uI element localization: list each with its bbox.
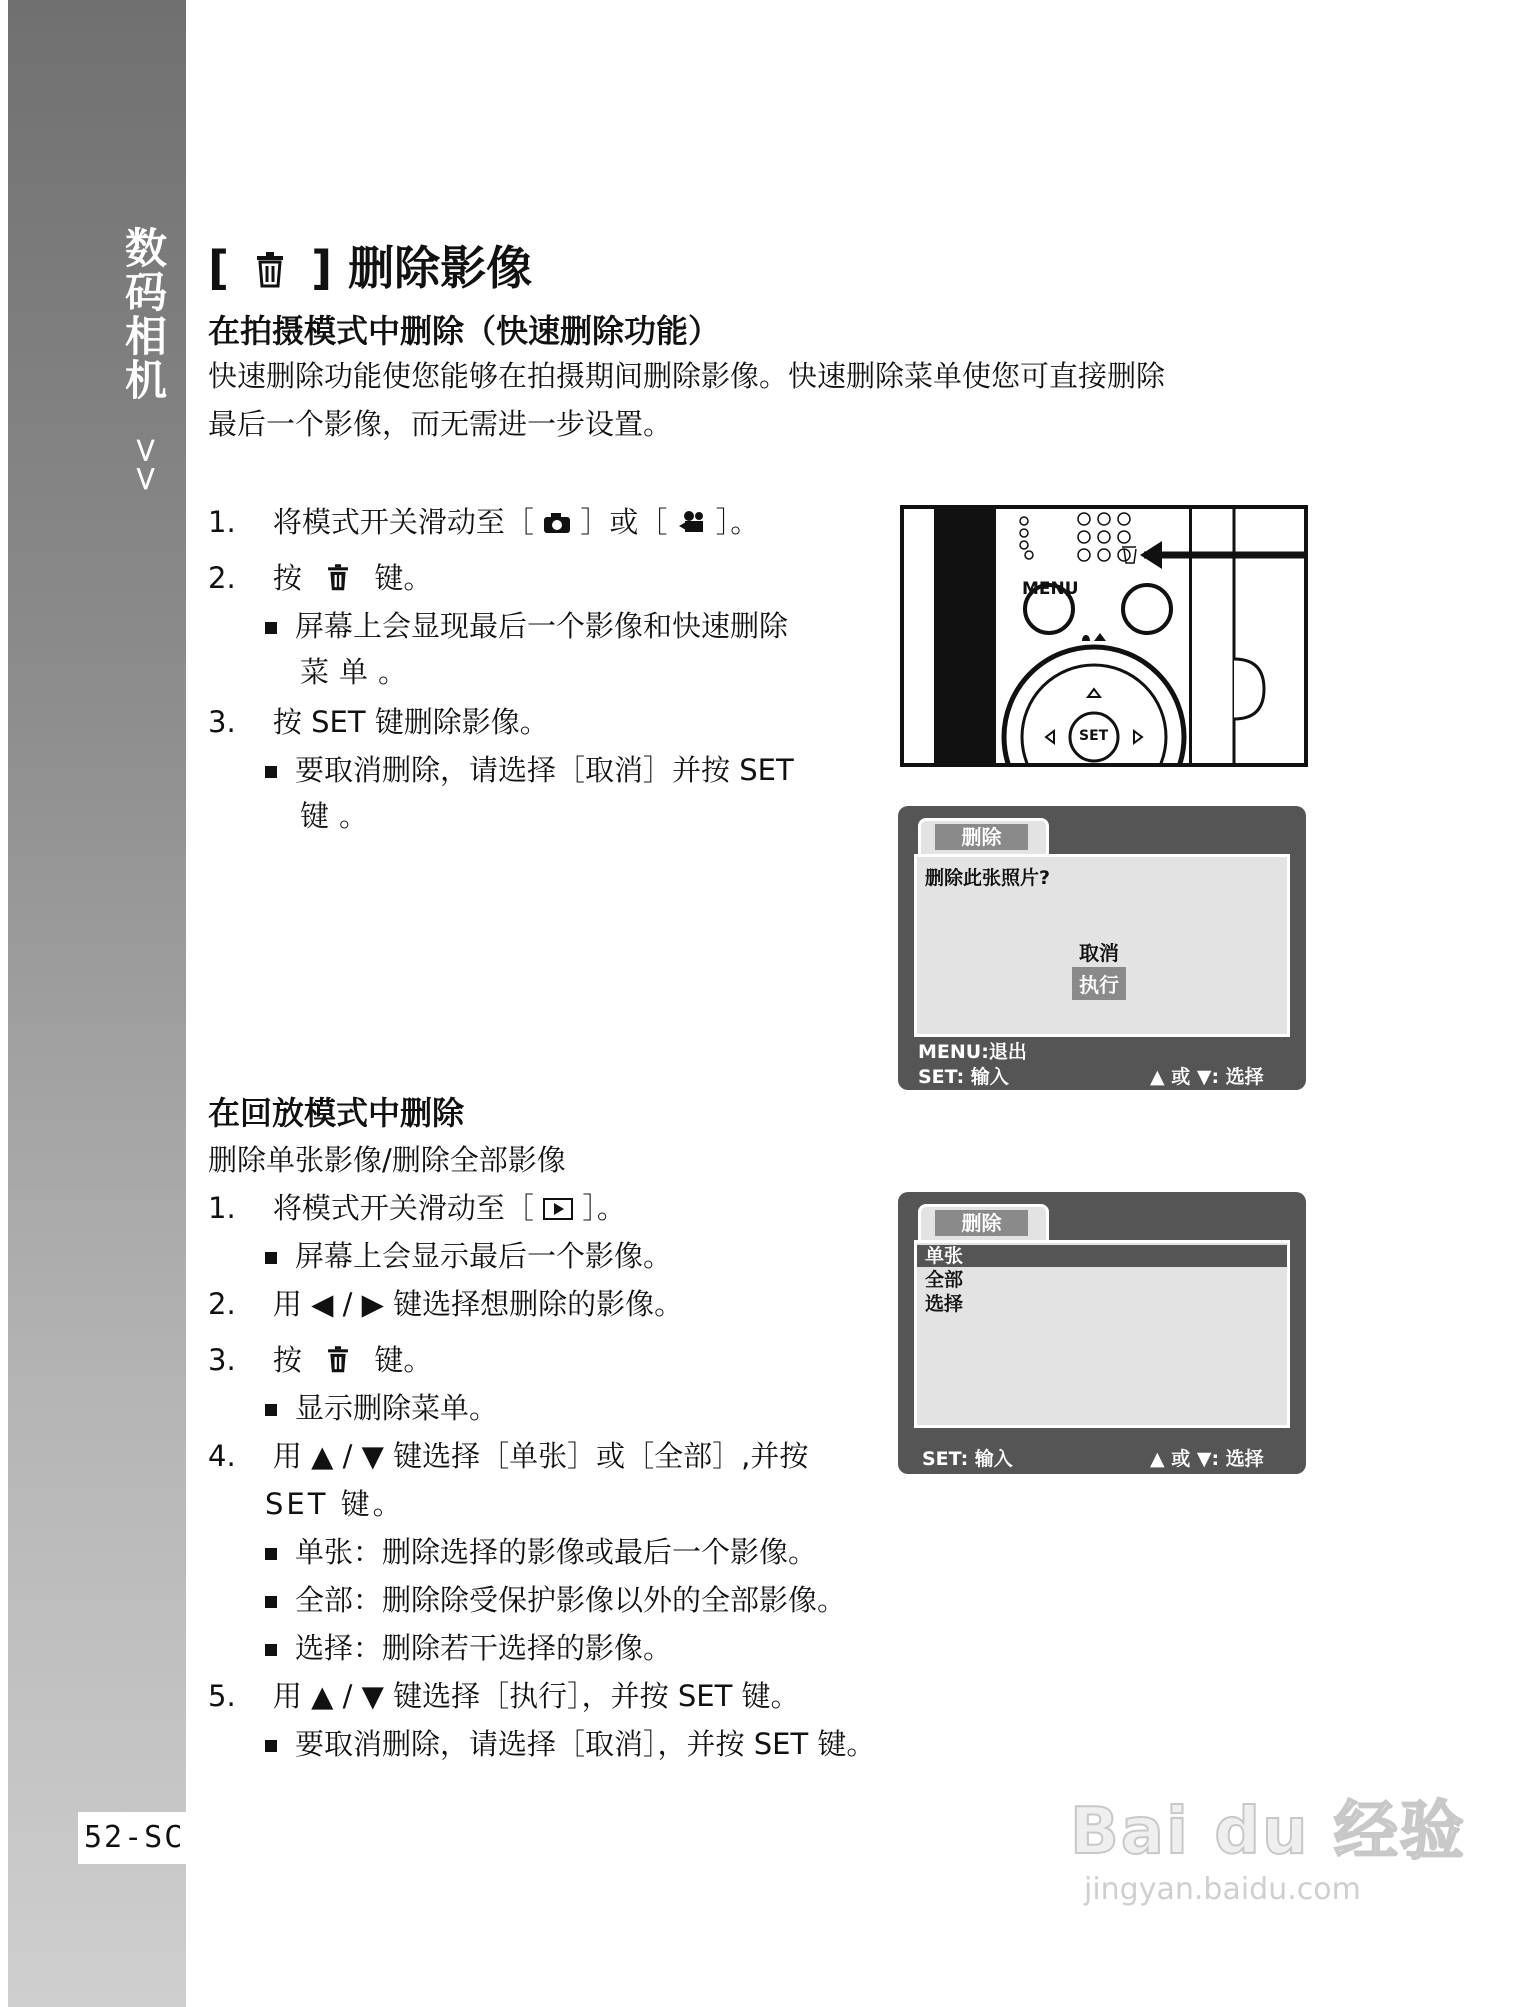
camera-back-illustration	[900, 505, 1308, 767]
bullet	[265, 1252, 277, 1264]
s1-step3	[208, 700, 549, 744]
bullet	[265, 622, 277, 634]
bracket-close: ]	[311, 241, 333, 295]
page-number: 52-SC	[78, 1812, 198, 1864]
step-number: 3.	[208, 1343, 236, 1377]
s2-step1-bullet	[265, 1234, 672, 1278]
camera-controls	[904, 509, 1304, 763]
sidebar	[8, 0, 186, 2007]
section2-title: 在回放模式中删除	[208, 1094, 465, 1132]
section1-title: 在拍摄模式中删除（快速删除功能）	[208, 312, 721, 350]
watermark-brand: Bai du 经验	[1070, 1795, 1466, 1869]
bullet-text: 单张：删除选择的影像或最后一个影像。	[295, 1535, 818, 1569]
s2-step4-bullet2	[265, 1578, 846, 1622]
footer-nav: ▲ 或 ▼: 选择	[1150, 1448, 1264, 1470]
step-number: 2.	[208, 1287, 236, 1321]
section2-subtitle: 删除单张影像/删除全部影像	[208, 1143, 566, 1177]
s2-step5-bullet	[265, 1722, 875, 1766]
trash-icon	[253, 252, 287, 288]
step-text: 将模式开关滑动至［	[272, 505, 534, 539]
trash-icon	[325, 1346, 351, 1374]
section1-intro-1: 快速删除功能使您能够在拍摄期间删除影像。快速删除菜单使您可直接删除	[208, 359, 1166, 393]
s2-step3-bullet	[265, 1386, 498, 1430]
s2-step4	[208, 1434, 808, 1478]
delete-confirm-screen	[898, 806, 1306, 1090]
bullet-text: 屏幕上会显现最后一个影像和快速删除	[295, 609, 789, 643]
heading-title: 删除影像	[348, 241, 533, 295]
bullet-text: 全部：删除除受保护影像以外的全部影像。	[295, 1583, 847, 1617]
s2-step5	[208, 1674, 800, 1718]
step-number: 4.	[208, 1439, 236, 1473]
step-text: 按	[272, 1343, 302, 1377]
section1-intro-2: 最后一个影像，而无需进一步设置。	[208, 407, 673, 441]
step-text: 键。	[374, 561, 433, 595]
menu-item-all[interactable]: 全部	[925, 1269, 964, 1291]
step-text: 按 SET 键删除影像。	[272, 705, 549, 739]
screen-panel	[914, 1240, 1290, 1428]
baidu-watermark	[1070, 1780, 1466, 1907]
screen-tab-label: 删除	[935, 1210, 1028, 1236]
screen-panel	[914, 854, 1290, 1037]
delete-menu-screen	[898, 1192, 1306, 1474]
step-number: 5.	[208, 1679, 236, 1713]
step-text: 用 ▲ / ▼ 键选择［单张］或［全部］,并按	[272, 1439, 809, 1473]
s2-step2	[208, 1282, 683, 1326]
step-text: 键。	[374, 1343, 433, 1377]
bullet-text: 显示删除菜单。	[295, 1391, 499, 1425]
bullet	[265, 1404, 277, 1416]
s1-step2	[208, 556, 432, 600]
step-text: ］。	[715, 505, 760, 539]
sidebar-arrows: >>	[126, 436, 166, 493]
bullet-text: 要取消删除，请选择［取消］并按 SET	[295, 753, 794, 787]
s2-step1	[208, 1186, 626, 1230]
bullet-text: 屏幕上会显示最后一个影像。	[295, 1239, 673, 1273]
footer-set: SET: 输入	[922, 1448, 1013, 1470]
movie-mode-icon	[677, 510, 707, 534]
step-text: 用 ▲ / ▼ 键选择［执行］，并按 SET 键。	[272, 1679, 800, 1713]
watermark-url: jingyan.baidu.com	[1084, 1872, 1361, 1907]
s1-step2-bullet-cont: 菜单。	[300, 655, 418, 689]
bullet	[265, 1644, 277, 1656]
option-cancel[interactable]: 取消	[1079, 941, 1119, 965]
screen-tab-label: 删除	[935, 824, 1028, 850]
menu-item-single[interactable]: 单张	[917, 1245, 1287, 1267]
footer-set: SET: 输入	[918, 1066, 1009, 1088]
s2-step4-bullet3	[265, 1626, 672, 1670]
bullet	[265, 766, 277, 778]
footer-menu: MENU:退出	[918, 1041, 1027, 1063]
screen-tab	[918, 818, 1049, 855]
confirm-question: 删除此张照片?	[925, 867, 1051, 889]
menu-item-select[interactable]: 选择	[925, 1293, 964, 1315]
set-label: SET	[1079, 728, 1109, 744]
trash-icon	[325, 564, 351, 592]
s1-step1	[208, 500, 759, 544]
step-number: 2.	[208, 561, 236, 595]
step-text: ］或［	[580, 505, 668, 539]
footer-nav: ▲ 或 ▼: 选择	[1150, 1066, 1264, 1088]
bullet	[265, 1596, 277, 1608]
step-number: 1.	[208, 505, 236, 539]
s1-step3-bullet-cont: 键。	[300, 799, 379, 833]
step-text: 将模式开关滑动至［	[272, 1191, 534, 1225]
s2-step3	[208, 1338, 432, 1382]
option-execute[interactable]: 执行	[1072, 967, 1126, 1000]
sidebar-title: 数码相机	[119, 226, 168, 402]
bullet-text: 要取消删除，请选择［取消］，并按 SET 键。	[295, 1727, 876, 1761]
bracket-open: [	[208, 241, 230, 295]
bullet	[265, 1548, 277, 1560]
s2-step4-cont: SET 键。	[265, 1487, 405, 1521]
step-text: 按	[272, 561, 302, 595]
bullet-text: 选择：删除若干选择的影像。	[295, 1631, 673, 1665]
menu-label: MENU	[1022, 579, 1079, 599]
step-text: 用 ◀ / ▶ 键选择想删除的影像。	[272, 1287, 684, 1321]
s1-step2-bullet	[265, 604, 788, 648]
step-number: 3.	[208, 705, 236, 739]
screen-tab	[918, 1204, 1049, 1241]
step-text: ］。	[582, 1191, 626, 1225]
camera-mode-icon	[543, 512, 571, 534]
s2-step4-bullet1	[265, 1530, 817, 1574]
playback-icon	[543, 1198, 573, 1220]
bullet	[265, 1740, 277, 1752]
s1-step3-bullet	[265, 748, 794, 792]
page-title	[208, 232, 532, 298]
step-number: 1.	[208, 1191, 236, 1225]
